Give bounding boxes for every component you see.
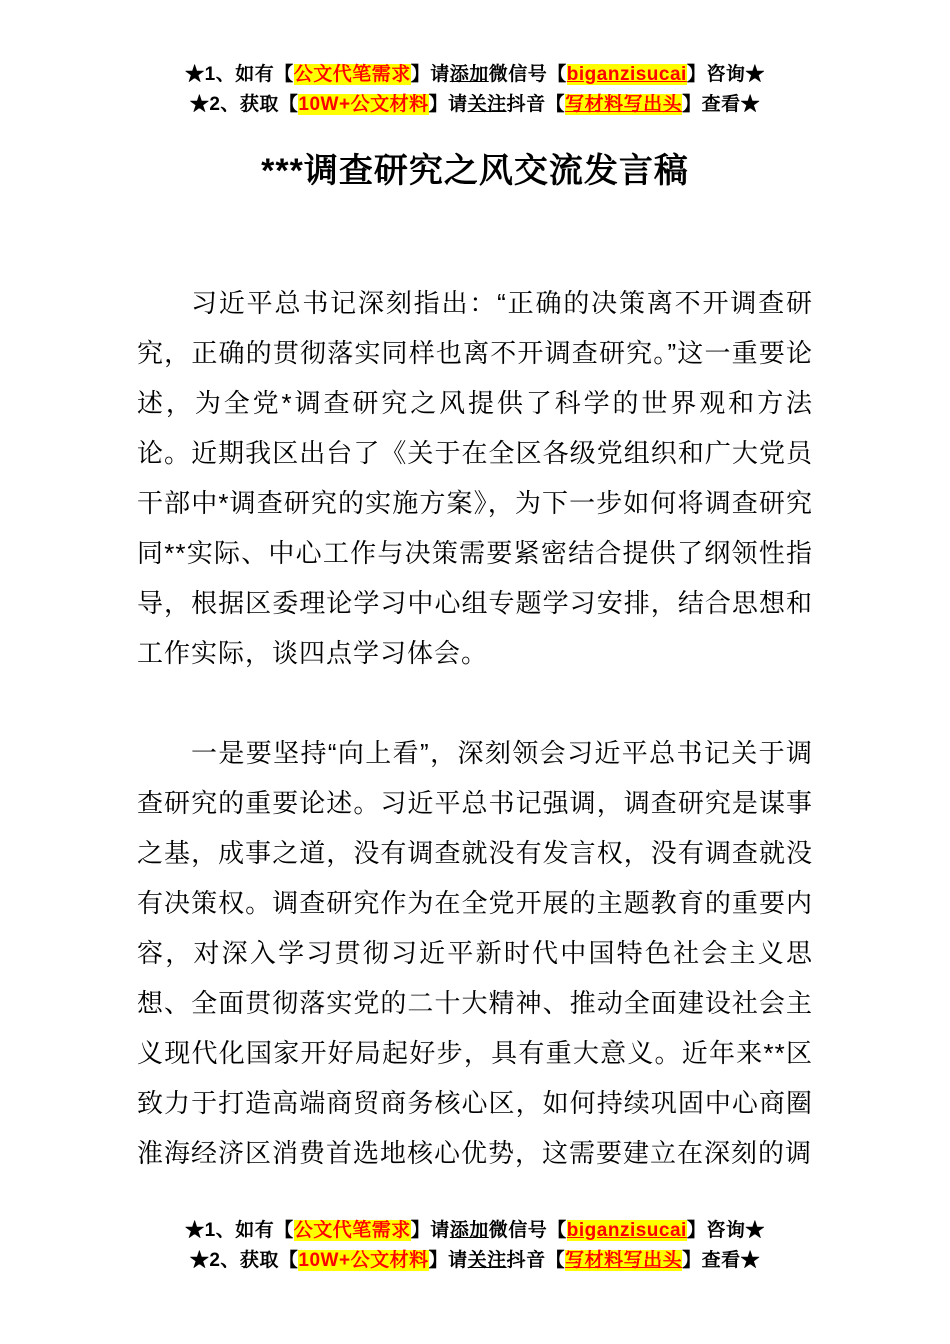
promo-segment: 抖音【 — [506, 94, 566, 115]
promo-segment: 写材料写出头 — [565, 94, 683, 115]
document-body — [137, 278, 813, 1228]
promo-segment: 】请 — [428, 1250, 468, 1271]
promo-footer-line-1 — [0, 1216, 950, 1246]
promo-segment: 】咨询★ — [686, 1220, 765, 1241]
promo-segment: 10W+公文材料 — [298, 94, 429, 115]
promo-segment: biganzisucai — [566, 1220, 687, 1241]
promo-segment: 微信号【 — [488, 1220, 567, 1241]
paragraph-point-one: 一是要坚持“向上看”，深刻领会习近平总书记关于调查研究的重要论述。习近平总书记强调，调查研究是谋事之基，成事之道，没有调查就没有发言权，没有调查就没有决策权。调查研究作为在全党开展的主题教育的重要内容，对深入学习贯彻习近平新时代中国特色社会主义思想、全面贯彻落实党的二十大精神、推动全面建设社会主义现代化国家开好局起好步，具有重大意义。近年来**区致力于打造高端商贸商务核心区，如何持续巩固中心商圈淮海经济区消费首选地核心优势，这需要建立在深刻的调 — [137, 738, 813, 1168]
promo-segment: 关注 — [467, 94, 507, 115]
promo-segment: 10W+公文材料 — [298, 1250, 429, 1271]
promo-segment: 添加 — [449, 64, 489, 85]
promo-segment: 】咨询★ — [686, 64, 765, 85]
promo-segment: 】查看★ — [682, 94, 761, 115]
promo-segment: ★2、获取【 — [189, 94, 299, 115]
document-title: ***调查研究之风交流发言稿 — [261, 152, 689, 190]
promo-footer — [0, 1216, 950, 1276]
promo-segment: 】请 — [410, 64, 450, 85]
paragraph-intro: 习近平总书记深刻指出：“正确的决策离不开调查研究，正确的贯彻落实同样也离不开调查研究。”这一重要论述，为全党*调查研究之风提供了科学的世界观和方法论。近期我区出台了《关于在全区各级党组织和广大党员干部中*调查研究的实施方案》，为下一步如何将调查研究同**实际、中心工作与决策需要紧密结合提供了纲领性指导，根据区委理论学习中心组专题学习安排，结合思想和工作实际，谈四点学习体会。 — [137, 288, 813, 668]
promo-segment: ★1、如有【 — [185, 1220, 294, 1241]
promo-segment: biganzisucai — [566, 64, 687, 85]
promo-footer-line-2 — [0, 1246, 950, 1276]
promo-segment: 微信号【 — [488, 64, 567, 85]
promo-segment: 公文代笔需求 — [293, 64, 411, 85]
promo-header-line-1 — [0, 60, 950, 90]
promo-segment: 公文代笔需求 — [293, 1220, 411, 1241]
promo-segment: ★1、如有【 — [185, 64, 294, 85]
promo-segment: 添加 — [449, 1220, 489, 1241]
promo-segment: 抖音【 — [506, 1250, 566, 1271]
promo-segment: 写材料写出头 — [565, 1250, 683, 1271]
promo-segment: 关注 — [467, 1250, 507, 1271]
promo-segment: ★2、获取【 — [189, 1250, 299, 1271]
promo-segment: 】请 — [410, 1220, 450, 1241]
promo-segment: 】查看★ — [682, 1250, 761, 1271]
promo-header-line-2 — [0, 90, 950, 120]
promo-segment: 】请 — [428, 94, 468, 115]
promo-header — [0, 60, 950, 120]
